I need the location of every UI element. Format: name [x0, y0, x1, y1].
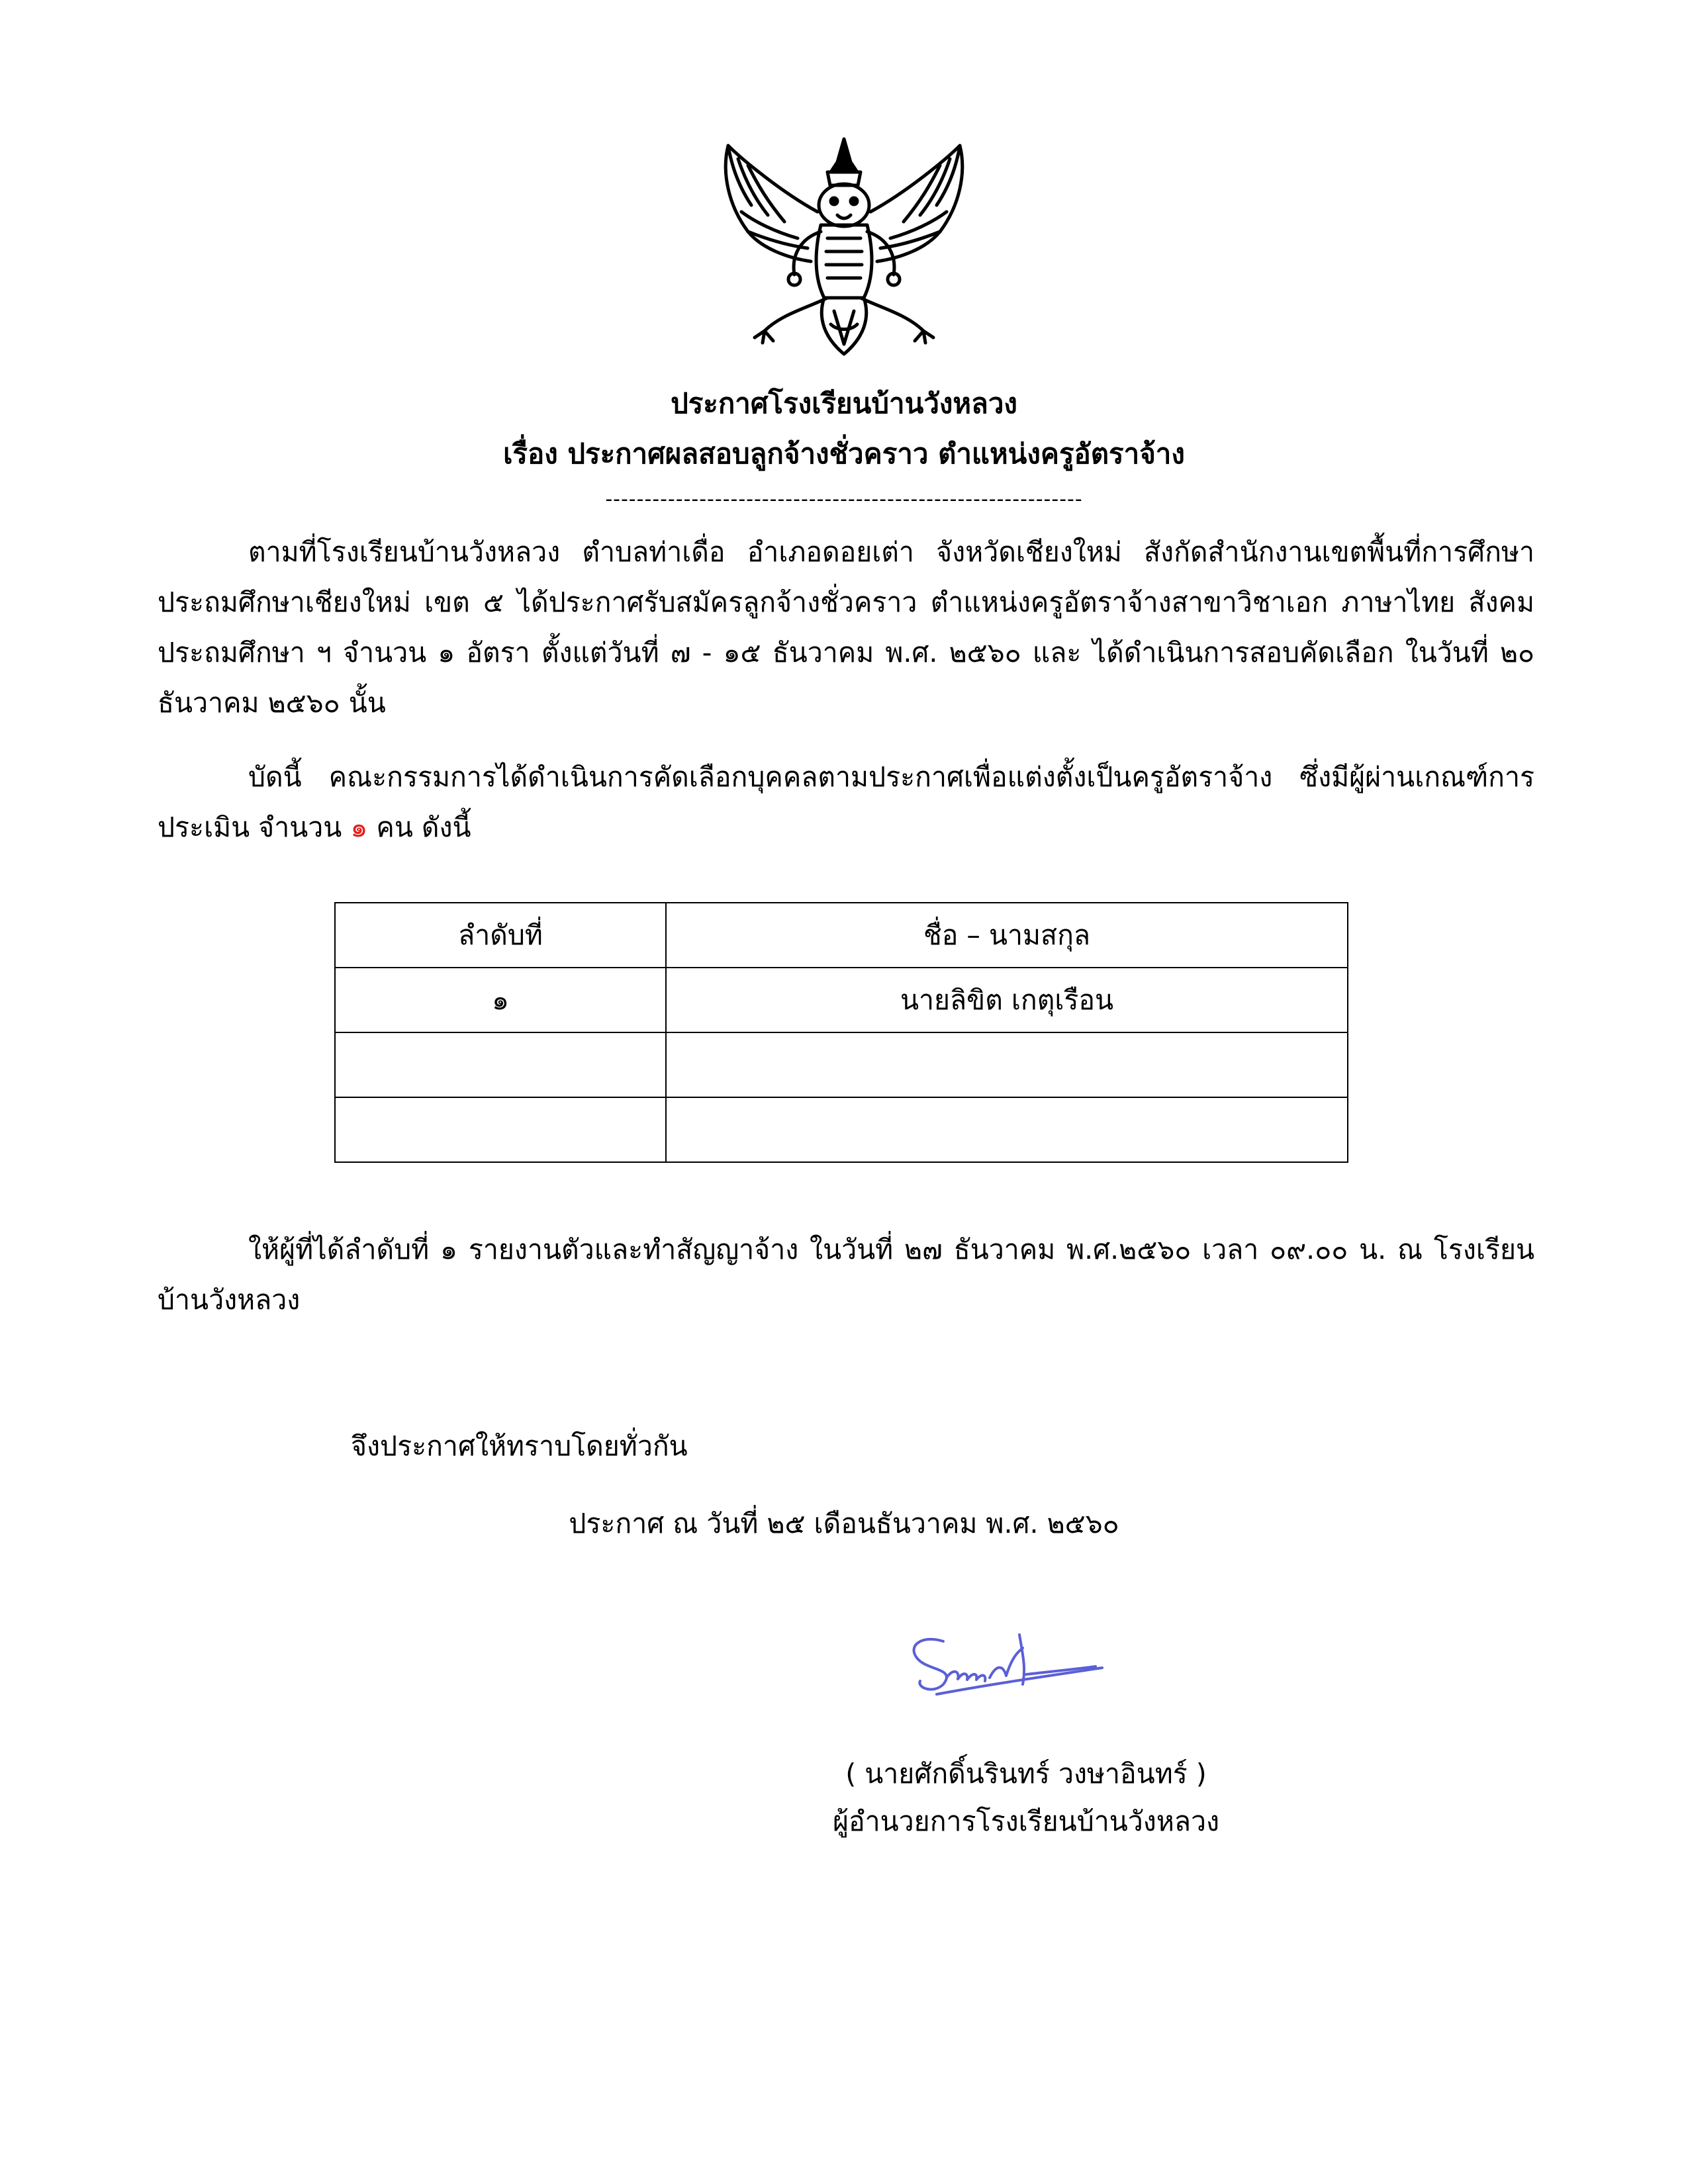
closing-statement: จึงประกาศให้ทราบโดยทั่วกัน — [351, 1430, 688, 1462]
header-rank: ลำดับที่ — [335, 903, 666, 968]
table-row — [335, 1097, 1348, 1162]
paragraph-selection — [158, 752, 1534, 852]
paragraph-selection-end: คน ดังนี้ — [367, 811, 471, 843]
passed-count: ๑ — [350, 811, 368, 843]
title-divider: ------------------------------------------------------------- — [605, 488, 1083, 511]
cell-rank: ๑ — [335, 968, 666, 1032]
results-table — [334, 902, 1348, 1163]
paragraph-report-instructions: ให้ผู้ที่ได้ลำดับที่ ๑ รายงานตัวและทำสัญญาจ้าง ในวันที่ ๒๗ ธันวาคม พ.ศ.๒๕๖๐ เวลา ๐๙.๐๐ น. ณ โรงเรียนบ้านวังหลวง — [158, 1234, 1534, 1316]
signer-position: ผู้อำนวยการโรงเรียนบ้านวังหลวง — [832, 1805, 1220, 1837]
cell-rank — [335, 1032, 666, 1097]
table-row — [335, 968, 1348, 1032]
cell-rank — [335, 1097, 666, 1162]
signer-name: ( นายศักดิ์นรินทร์ วงษาอินทร์ ) — [845, 1758, 1207, 1790]
announcement-subject: เรื่อง ประกาศผลสอบลูกจ้างชั่วคราว ตำแหน่งครูอัตราจ้าง — [503, 437, 1185, 470]
table-header-row — [335, 903, 1348, 968]
cell-fullname: นายลิขิต เกตุเรือน — [666, 968, 1348, 1032]
announcement-title: ประกาศโรงเรียนบ้านวังหลวง — [671, 387, 1017, 420]
table-row — [335, 1032, 1348, 1097]
cell-fullname — [666, 1097, 1348, 1162]
cell-fullname — [666, 1032, 1348, 1097]
announcement-date: ประกาศ ณ วันที่ ๒๕ เดือนธันวาคม พ.ศ. ๒๕๖๐ — [569, 1508, 1119, 1539]
paragraph-selection-text: บัดนี้ คณะกรรมการได้ดำเนินการคัดเลือกบุคคลตามประกาศเพื่อแต่งตั้งเป็นครูอัตราจ้าง ซึ่งมีผู้ผ่านเกณฑ์การประเมิน จำนวน — [158, 761, 1534, 843]
header-fullname: ชื่อ – นามสกุล — [666, 903, 1348, 968]
signature-icon — [897, 1615, 1115, 1714]
paragraph-background: ตามที่โรงเรียนบ้านวังหลวง ตำบลท่าเดื่อ อำเภอดอยเต่า จังหวัดเชียงใหม่ สังกัดสำนักงานเขตพื้นที่การศึกษาประถมศึกษาเชียงใหม่ เขต ๕ ได้ประกาศรับสมัครลูกจ้างชั่วคราว ตำแหน่งครูอัตราจ้างสาขาวิชาเอก ภาษาไทย สังคมประถมศึกษา ฯ จำนวน ๑ อัตรา ตั้งแต่วันที่ ๗ - ๑๕ ธันวาคม พ.ศ. ๒๕๖๐ และ ได้ดำเนินการสอบคัดเลือก ในวันที่ ๒๐ ธันวาคม ๒๕๖๐ นั้น — [158, 536, 1534, 719]
garuda-emblem-icon — [702, 132, 986, 364]
